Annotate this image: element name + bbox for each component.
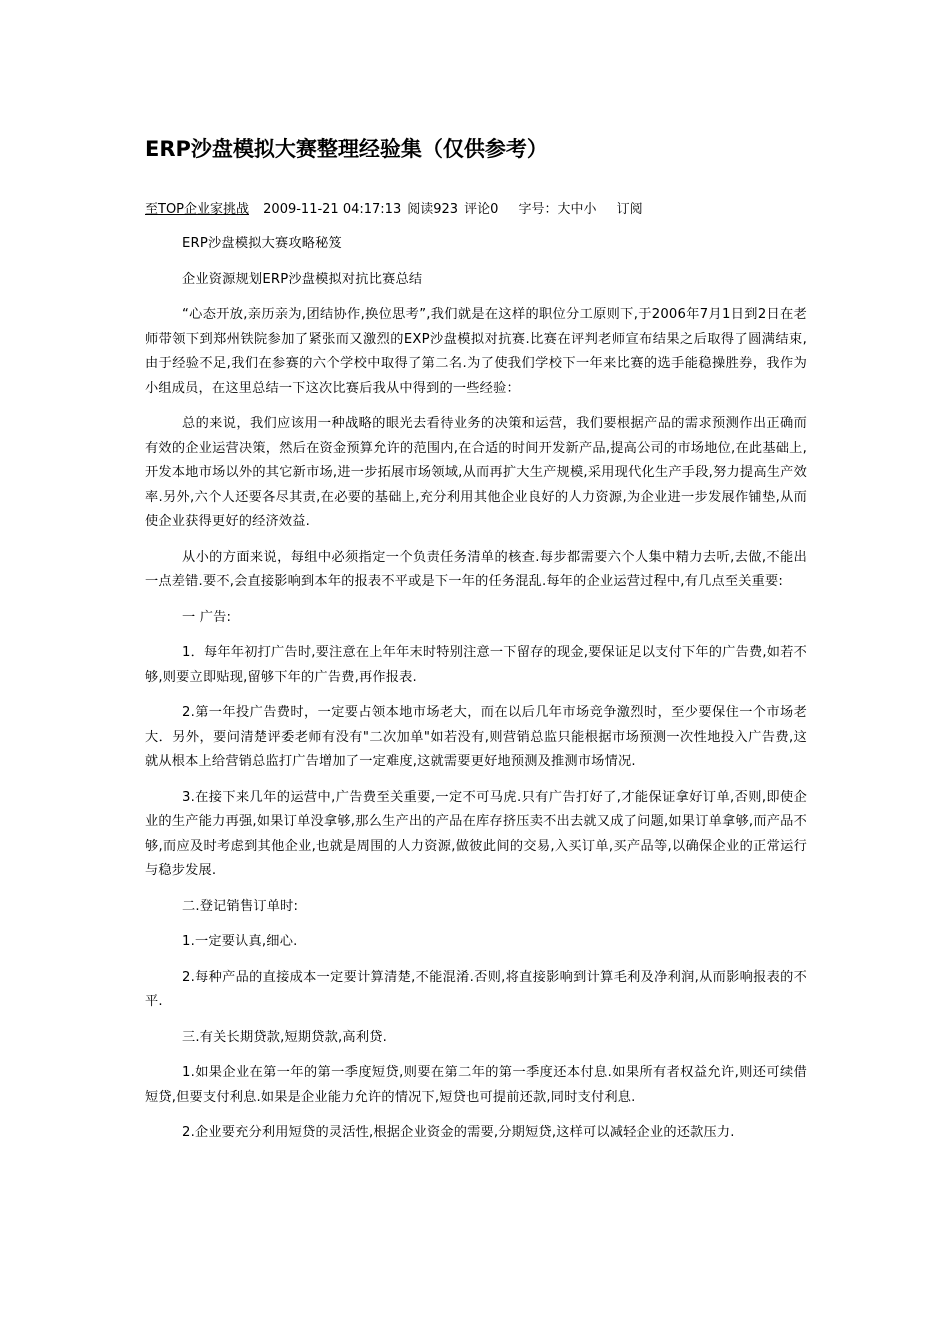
- author-link[interactable]: 至TOP企业家挑战: [145, 202, 250, 217]
- comment-count[interactable]: 评论0: [464, 202, 499, 217]
- read-count: 阅读923: [407, 202, 459, 217]
- paragraph: 总的来说，我们应该用一种战略的眼光去看待业务的决策和运营，我们要根据产品的需求预测作出正确而有效的企业运营决策，然后在资金预算允许的范围内,在合适的时间开发新产品,提高公司的市场地位,在此基础上,开发本地市场以外的其它新市场,进一步拓展市场领域,从而再扩大生产规模,采用现代化生产手段,努力提高生产效率.另外,六个人还要各尽其责,在必要的基础上,充分利用其他企业良好的人力资源,为企业进一步发展作铺垫,从而使企业获得更好的经济效益.: [145, 416, 807, 529]
- post-datetime: 2009-11-21 04:17:13: [263, 202, 402, 217]
- paragraph: ERP沙盘模拟大赛攻略秘笈: [182, 236, 342, 251]
- section-heading: 三.有关长期贷款,短期贷款,高利贷.: [182, 1029, 387, 1045]
- article-meta: [145, 200, 649, 220]
- paragraph: 2.企业要充分利用短贷的灵活性,根据企业资金的需要,分期短贷,这样可以减轻企业的还款压力.: [182, 1125, 735, 1140]
- paragraph: 1．每年年初打广告时,要注意在上年年末时特别注意一下留存的现金,要保证足以支付下年的广告费,如若不够,则要立即贴现,留够下年的广告费,再作报表.: [145, 645, 807, 685]
- paragraph: 1.一定要认真,细心.: [182, 934, 298, 949]
- font-size-selector[interactable]: 字号：大中小: [518, 202, 597, 217]
- paragraph: 1.如果企业在第一年的第一季度短贷,则要在第二年的第一季度还本付息.如果所有者权益允许,则还可续借短贷,但要支付利息.如果是企业能力允许的情况下,短贷也可提前还款,同时支付利息.: [145, 1065, 807, 1105]
- paragraph: 2.每种产品的直接成本一定要计算清楚,不能混淆.否则,将直接影响到计算毛利及净利润,从而影响报表的不平.: [145, 969, 807, 1009]
- article-title: ERP沙盘模拟大赛整理经验集（仅供参考）: [145, 137, 548, 161]
- paragraph: 3.在接下来几年的运营中,广告费至关重要,一定不可马虎.只有广告打好了,才能保证拿好订单,否则,即使企业的生产能力再强,如果订单没拿够,那么生产出的产品在库存挤压卖不出去就又成了问题,如果订单拿够,而产品不够,而应及时考虑到其他企业,也就是周围的人力资源,做彼此间的交易,入买订单,买产品等,以确保企业的正常运行与稳步发展.: [145, 789, 807, 878]
- paragraph: “心态开放,亲历亲为,团结协作,换位思考”,我们就是在这样的职位分工原则下,于2006年7月1日到2日在老师带领下到郑州铁院参加了紧张而又激烈的EXP沙盘模拟对抗赛.比赛在评判老师宣布结果之后取得了圆满结束,由于经验不足,我们在参赛的六个学校中取得了第二名.为了使我们学校下一年来比赛的选手能稳操胜券，我作为小组成员，在这里总结一下这次比赛后我从中得到的一些经验：: [145, 307, 807, 396]
- paragraph: 企业资源规划ERP沙盘模拟对抗比赛总结: [182, 271, 423, 287]
- section-heading: 一 广告:: [182, 609, 232, 625]
- section-heading: 二.登记销售订单时:: [182, 898, 299, 914]
- subscribe-link[interactable]: 订阅: [616, 202, 643, 217]
- paragraph: 从小的方面来说，每组中必须指定一个负责任务清单的核查.每步都需要六个人集中精力去听,去做,不能出一点差错.要不,会直接影响到本年的报表不平或是下一年的任务混乱.每年的企业运营过程中,有几点至关重要:: [145, 549, 807, 589]
- paragraph: 2.第一年投广告费时，一定要占领本地市场老大，而在以后几年市场竞争激烈时，至少要保住一个市场老大．另外，要问清楚评委老师有没有"二次加单"如若没有,则营销总监只能根据市场预测一次性地投入广告费,这就从根本上给营销总监打广告增加了一定难度,这就需要更好地预测及推测市场情况.: [145, 705, 807, 769]
- article-body: [145, 232, 807, 1157]
